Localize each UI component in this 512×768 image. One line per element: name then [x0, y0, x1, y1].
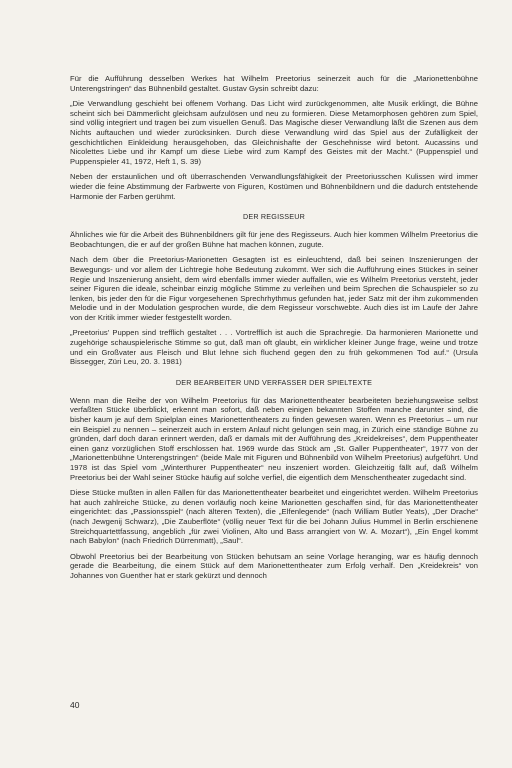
body-paragraph: Wenn man die Reihe der von Wilhelm Preetorius für das Marionettentheater bearbeiteten beziehungsweise selbst verfaßten Stücke überblickt, erkennt man sofort, daß neben einigen bekannten Stoffen manche darunter sind, die bisher kaum je auf dem Spielplan eines Marionettentheaters zu finden gewesen waren. Wenn es Preetorius – um nur ein Beispiel zu nennen – seinerzeit auch in erstem Anlauf nicht gelungen sein mag, in Zürich eine ständige Bühne zu gründen, darf doch daran erinnert werden, daß er damals mit der Aufführung des „Kreidekreises“, dem Puppentheater einen ganz vorzüglichen Stoff erschlossen hat. 1969 wurde das Stück am „St. Galler Puppentheater“, 1977 von der „Marionettenbühne Unterengstringen“ (beide Male mit Figuren und Bühnenbild von Wilhelm Preetorius) aufgeführt. Und 1978 ist das Spiel vom „Winterthurer Puppentheater“ neu inszeniert worden. Gleichzeitig fällt auf, daß Wilhelm Preetorius bei der Wahl seiner Stücke häufig auf solche verfiel, die eigentlich dem Menschentheater zugedacht sind. [70, 395, 478, 482]
body-paragraph: Ähnliches wie für die Arbeit des Bühnenbildners gilt für jene des Regisseurs. Auch hier kommen Wilhelm Preetorius die Beobachtungen, die er auf der großen Bühne hat machen können, zugute. [70, 230, 478, 249]
body-paragraph: Für die Aufführung desselben Werkes hat Wilhelm Preetorius seinerzeit auch für die „Marionettenbühne Unterengstringen“ das Bühnenbild gestaltet. Gustav Gysin schreibt dazu: [70, 74, 478, 93]
body-paragraph: Diese Stücke mußten in allen Fällen für das Marionettentheater bearbeitet und eingerichtet werden. Wilhelm Preetorius hat auch zahlreiche Stücke, zu denen vorläufig noch keine Marionetten geschaffen sind, für das Marionettentheater eingerichtet: das „Passionsspiel“ (nach älteren Texten), die „Elfenlegende“ (nach William Butler Yeats), „Der Drache“ (nach Jewgenij Schwarz), „Die Zauberflöte“ (völlig neuer Text für die bei Johann Julius Hummel in Berlin erschienene Streichquartettfassung, angeblich „für zwei Violinen, Alto und Bass arrangiert von W. A. Mozart“), „Ein Engel kommt nach Babylon“ (nach Friedrich Dürrenmatt), „Saul“. [70, 488, 478, 546]
section-heading-regisseur: DER REGISSEUR [242, 212, 306, 222]
body-paragraph: Nach dem über die Preetorius-Marionetten Gesagten ist es einleuchtend, daß bei seinen Inszenierungen der Bewegungs- und vor allem der Lichtregie hohe Bedeutung zukommt. Wer sich die Aufführung eines Stückes in seiner Regie und Inszenierung ansieht, dem wird ebenfalls immer wieder auffallen, wie es Wilhelm Preetorius versteht, jeder seiner Figuren die ideale, scheinbar einzig mögliche Stimme zu verleihen und beim Sprechen die Schauspieler so zu lenken, bis jeder den für die Figur vorgesehenen Sprechrhythmus gefunden hat, jeder Satz mit der ihm zukommenden Melodie und in der Modulation gesprochen wurde, die dem Regisseur vorschwebte. Auch dies ist im Laufe der Jahre von der Kritik immer wieder festgestellt worden. [70, 255, 478, 322]
section-heading-bearbeiter: DER BEARBEITER UND VERFASSER DER SPIELTEXTE [175, 377, 373, 387]
page-number: 40 [70, 700, 80, 710]
quote-paragraph: „Die Verwandlung geschieht bei offenem Vorhang. Das Licht wird zurückgenommen, alte Musik erklingt, die Bühne scheint sich bei Dämmerlicht gleichsam aufzulösen und neu zu formieren. Diese Metamorphosen gehören zum Spiel, sind völlig integriert und tragen bei zum visuellen Genuß. Das Magische dieser Verwandlung läßt die Szenen aus dem Nichts auftauchen und wieder zurücksinken. Durch diese Verwandlung wird das Spiel aus der Zufälligkeit der geschichtlichen Einkleidung herausgehoben, das Gleichnishafte der Geschehnisse wird betont. Aucassins und Nicolettes Liebe und ihr Kampf um diese Liebe wird zum Kampf des Geistes mit der Macht.“ (Puppenspiel und Puppenspieler 41, 1972, Heft 1, S. 39) [70, 99, 478, 166]
body-paragraph: Obwohl Preetorius bei der Bearbeitung von Stücken behutsam an seine Vorlage heranging, war es häufig dennoch gerade die Bearbeitung, die einem Stück auf dem Marionettentheater zum Erfolg verhalf. Den „Kreidekreis“ von Johannes von Guenther hat er stark gekürzt und dennoch [70, 551, 478, 580]
quote-paragraph: „Preetorius' Puppen sind trefflich gestaltet . . . Vortrefflich ist auch die Sprachregie. Da harmonieren Marionette und zugehörige schauspielerische Stimme so gut, daß man oft glaubt, ein wirklicher kleiner Junge frage, weine und trotze und ein Großvater aus Fleisch und Blut lehne sich fluchend gegen den zu früh gekommenen Tod auf.“ (Ursula Bissegger, Züri Leu, 20. 3. 1981) [70, 328, 478, 367]
body-paragraph: Neben der erstaunlichen und oft überraschenden Verwandlungsfähigkeit der Preetoriusschen Kulissen wird immer wieder die feine Abstimmung der Farbwerte von Figuren, Kostümen und Bühnenbildnern und die dadurch entstehende Harmonie der Farben gerühmt. [70, 172, 478, 201]
